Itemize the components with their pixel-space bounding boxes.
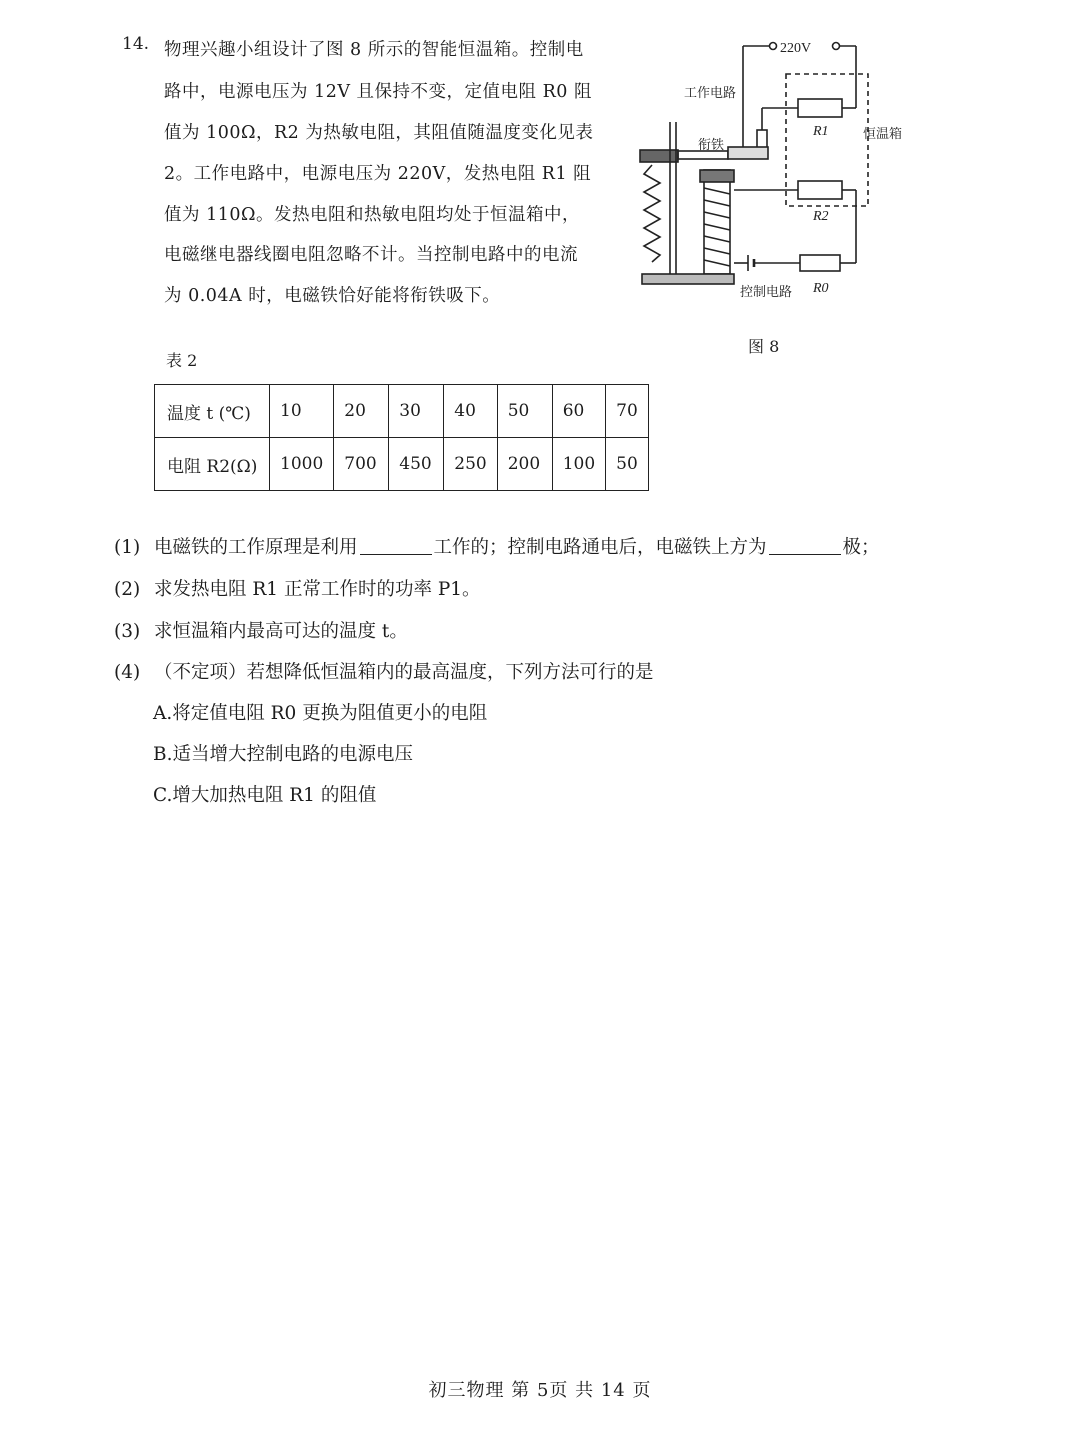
- working-circuit-label: 工作电路: [684, 85, 737, 100]
- question-text: 极；: [842, 537, 880, 558]
- option-c: C.增大加热电阻 R1 的阻值: [153, 785, 377, 806]
- table-cell: 50: [606, 438, 649, 491]
- option-a: A.将定值电阻 R0 更换为阻值更小的电阻: [153, 703, 488, 724]
- question-text: 求发热电阻 R1 正常工作时的功率 P1。: [154, 579, 481, 600]
- problem-line: 路中，电源电压为 12V 且保持不变，定值电阻 R0 阻: [164, 82, 592, 102]
- table-cell: 10: [270, 385, 334, 438]
- question-text: 电磁铁的工作原理是利用: [154, 537, 358, 558]
- table-cell: 70: [606, 385, 649, 438]
- problem-line: 值为 100Ω，R2 为热敏电阻，其阻值随温度变化见表: [164, 123, 594, 143]
- answer-blank[interactable]: [769, 554, 841, 555]
- table-row: [155, 385, 649, 438]
- table-cell: 50: [497, 385, 552, 438]
- table-cell: 200: [497, 438, 552, 491]
- question-number: (4): [114, 662, 141, 683]
- table-cell: 30: [389, 385, 444, 438]
- question-number: (2): [114, 579, 141, 600]
- question-text: 工作的；控制电路通电后，电磁铁上方为: [433, 537, 767, 558]
- figure-caption: 图 8: [748, 337, 780, 356]
- problem-number: 14.: [122, 34, 150, 54]
- problem-line: 值为 110Ω。发热电阻和热敏电阻均处于恒温箱中，: [164, 205, 580, 225]
- table-cell: 100: [552, 438, 605, 491]
- question-3: [114, 617, 408, 643]
- r1-label: R1: [813, 124, 829, 139]
- table-cell: 1000: [270, 438, 334, 491]
- table-row: [155, 438, 649, 491]
- question-text: 求恒温箱内最高可达的温度 t。: [154, 621, 408, 642]
- table-cell: 700: [334, 438, 389, 491]
- question-number: (1): [114, 537, 141, 558]
- r0-label: R0: [813, 281, 829, 296]
- voltage-label: 220V: [780, 41, 812, 56]
- table-cell: 450: [389, 438, 444, 491]
- problem-line: 电磁继电器线圈电阻忽略不计。当控制电路中的电流: [164, 245, 578, 265]
- question-number: (3): [114, 621, 141, 642]
- thermostat-box-label: 恒温箱: [863, 126, 903, 141]
- question-text: （不定项）若想降低恒温箱内的最高温度，下列方法可行的是: [154, 662, 654, 683]
- temperature-resistance-table: [154, 384, 649, 491]
- circuit-diagram: [630, 30, 930, 330]
- table-row-label: 温度 t (℃): [155, 385, 270, 438]
- page-footer: 初三物理 第 5页 共 14 页: [428, 1380, 652, 1401]
- table-row-label: 电阻 R2(Ω): [155, 438, 270, 491]
- problem-line: 2。工作电路中，电源电压为 220V，发热电阻 R1 阻: [164, 164, 592, 184]
- question-4: [114, 658, 654, 684]
- answer-blank[interactable]: [360, 554, 432, 555]
- r2-label: R2: [813, 209, 829, 224]
- control-circuit-label: 控制电路: [740, 284, 793, 299]
- question-1: [114, 533, 880, 559]
- circuit-diagram-svg: [630, 30, 930, 330]
- table-cell: 250: [444, 438, 497, 491]
- question-2: [114, 575, 481, 601]
- problem-line: 为 0.04A 时，电磁铁恰好能将衔铁吸下。: [164, 286, 501, 306]
- table-cell: 20: [334, 385, 389, 438]
- problem-line: 物理兴趣小组设计了图 8 所示的智能恒温箱。控制电: [164, 40, 584, 60]
- table-caption: 表 2: [166, 351, 198, 370]
- armature-label: 衔铁: [698, 137, 725, 152]
- option-b: B.适当增大控制电路的电源电压: [153, 744, 413, 765]
- table-cell: 60: [552, 385, 605, 438]
- table-cell: 40: [444, 385, 497, 438]
